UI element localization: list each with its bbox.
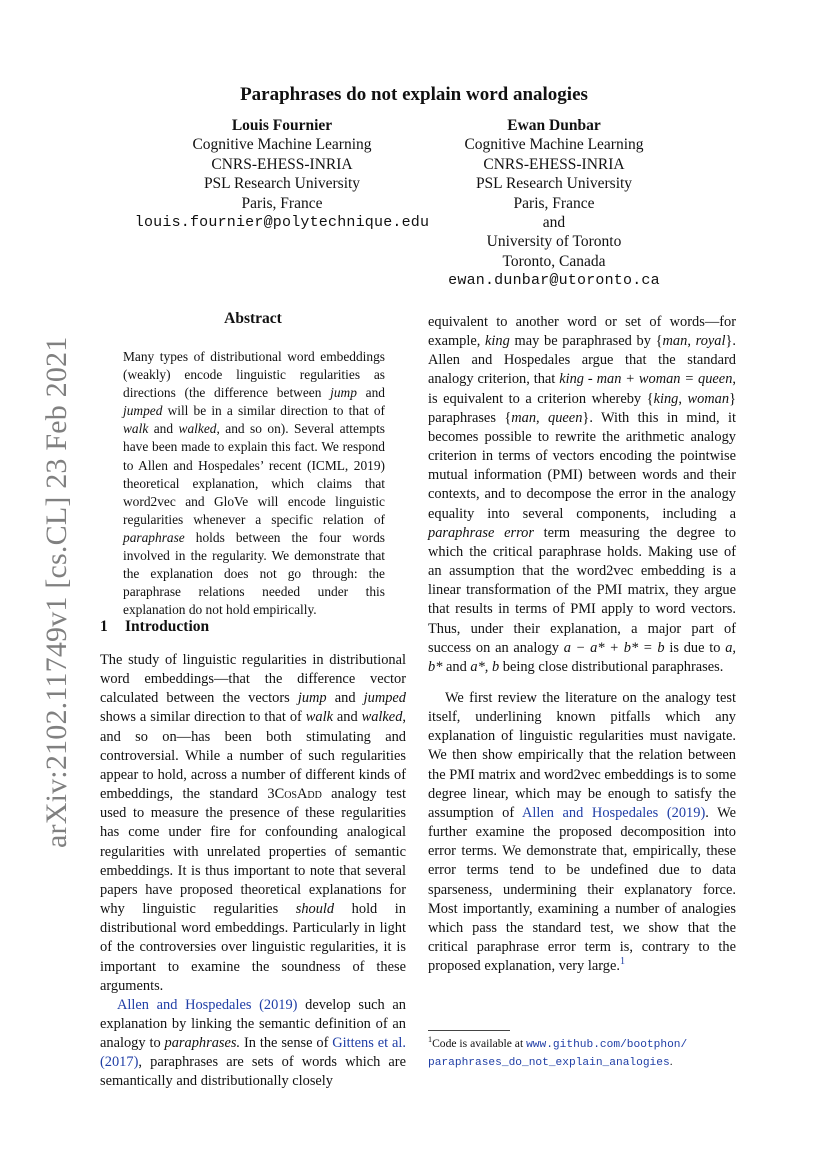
footnote-number: 1 [428,1035,433,1045]
arxiv-stamp[interactable]: arXiv:2102.11749v1 [cs.CL] 23 Feb 2021 [40,336,73,848]
citation-link[interactable]: Allen and Hospedales (2019) [117,996,298,1013]
affiliation-line: PSL Research University [475,175,633,193]
author-email[interactable]: ewan.dunbar@utoronto.ca [448,272,660,290]
section-title: Introduction [125,618,210,635]
footnote: $^1$Code is available at www.github.com/bootphon/ paraphrases_do_not_explain_analogies. [428,1035,688,1069]
paper-title: Paraphrases do not explain word analogies [240,84,588,105]
affiliation-line: Cognitive Machine Learning [464,136,644,154]
author-name: Louis Fournier [231,117,333,134]
abstract-text: Many types of distributional word embeddings (weakly) encode linguistic regularities as directions (the difference between jump and jumped will be in a similar direction to that of walk and walked, and so on). Several attempts have been made to explain this fact. We respond to Allen and Hospedales’ recent (ICML, 2019) theoretical explanation, which claims that word2vec and GloVe will encode linguistic regularities whenever a specific relation of paraphrase holds between the four words involved in the regularity. We demonstrate that the explanation does not go through: the paraphrase relations needed under this explanation do not hold empirically. [123,349,386,618]
math-expression: a − a* + b* = b [563,639,665,656]
affiliation-line: Paris, France [241,194,323,212]
section-heading [100,618,209,636]
paragraph: We first review the literature on the analogy test itself, underlining known pitfalls which any explanation of linguistic regularities must navigate. We then show empirically that the relation between the PMI matrix and word2vec embeddings is to some degree linear, which may be enough to satisfy the assumption of Allen and Hospedales (2019). We further examine the proposed decomposition into error terms. We demonstrate that, empirically, these error terms tend to be undefined due to data sparseness, undermining their explanatory force. Most importantly, examining a number of analogies which pass the standard test, we show that the critical paraphrase error term is, contrary to the proposed explanation, very large.$^1$ [428,689,736,975]
author-block-1 [120,116,444,232]
affiliation-line: and [542,214,566,232]
paragraph: The study of linguistic regularities in distributional word embeddings—that the difference vector calculated between the vectors jump and jumped shows a similar direction to that of walk and walked, and so on—has been both stimulating and controversial. While a number of such regularities appear to hold, across a number of different kinds of embeddings, the standard 3CosAdd analogy test used to measure the presence of these regularities has come under fire for confounding analogical regularities with unrelated properties of semantic embeddings. It is thus important to note that several papers have proposed theoretical explanations for why linguistic regularities should hold in distributional word embeddings. Particularly in light of the controversies over linguistic regularities, it is important to examine the soundness of these arguments. [100,652,406,994]
abstract-heading: Abstract [224,310,282,327]
author-name: Ewan Dunbar [507,117,601,134]
right-column-body [428,313,736,976]
paragraph: Allen and Hospedales (2019) develop such an explanation by linking the semantic definition of an analogy to paraphrases. In the sense of Gittens et al. (2017), paraphrases are sets of words which are semantically and distributionally closely [100,996,406,1090]
footnote-rule [428,1030,510,1031]
citation-link[interactable]: Gittens et al. (2017) [100,1035,406,1071]
affiliation-line: CNRS-EHESS-INRIA [483,155,625,173]
author-email[interactable]: louis.fournier@polytechnique.edu [134,214,430,232]
footnote-url[interactable]: paraphrases_do_not_explain_analogies [428,1056,670,1069]
citation-link[interactable]: Allen and Hospedales (2019) [521,804,706,821]
affiliation-line: PSL Research University [203,175,361,193]
affiliation-line: University of Toronto [486,233,622,251]
section-number: 1 [100,618,108,635]
author-block-2 [432,116,676,291]
affiliation-line: Toronto, Canada [502,252,606,270]
footnote-marker[interactable]: 1 [619,956,625,968]
paragraph: equivalent to another word or set of words—for example, king may be paraphrased by {man, royal}. Allen and Hospedales argue that the standard analogy criterion, that king - man + woman = queen, is equivalent to a criterion whereby {king, woman} paraphrases {man, queen}. With this in mind, it becomes possible to rewrite the arithmetic analogy criterion in terms of vectors encoding the pointwise mutual information (PMI) between words and their contexts, and to decompose the error in the analogy equality into several components, including a paraphrase error term measuring the degree to which the critical paraphrase holds. Making use of an assumption that the word2vec embedding is a linear transformation of the PMI matrix, they argue that results in terms of PMI apply to word vectors. Thus, under their explanation, a major part of success on an analogy a − a* + b* = b is due to a, b* and a*, b being close distributional paraphrases. [428,314,737,675]
affiliation-line: CNRS-EHESS-INRIA [211,155,353,173]
footnote-url[interactable]: www.github.com/bootphon/ [526,1039,688,1051]
affiliation-line: Paris, France [513,194,595,212]
affiliation-line: Cognitive Machine Learning [192,136,372,154]
left-column-body [100,651,406,1092]
